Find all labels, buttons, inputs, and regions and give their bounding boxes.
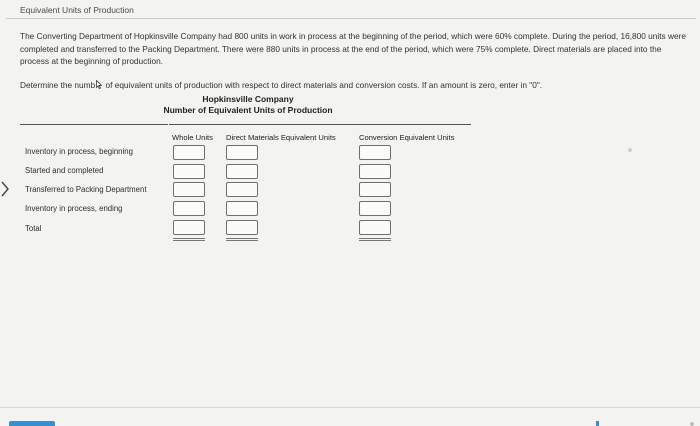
total-double-rule-whole-2 [173, 240, 205, 241]
report-title: Number of Equivalent Units of Production [163, 105, 333, 115]
company-name: Hopkinsville Company [202, 94, 294, 104]
conversion-transferred-input[interactable] [359, 182, 391, 197]
bottom-marker [596, 421, 599, 426]
conversion-started-input[interactable] [359, 164, 391, 179]
direct-materials-total-input[interactable] [226, 220, 258, 235]
whole-units-started-input[interactable] [173, 164, 205, 179]
total-double-rule-conversion [359, 238, 391, 239]
faint-marker [628, 148, 632, 152]
header-rule-left [20, 124, 168, 125]
conversion-ending-input[interactable] [359, 201, 391, 216]
whole-units-total-input[interactable] [173, 220, 205, 235]
mouse-cursor-icon [96, 80, 102, 89]
instruction-text [20, 79, 688, 90]
row-label-total: Total [25, 224, 42, 233]
column-header-whole-units: Whole Units [172, 133, 213, 142]
direct-materials-transferred-input[interactable] [226, 182, 258, 197]
instruction-start: Determine the numb [20, 80, 96, 90]
row-label-started-and-completed: Started and completed [25, 166, 104, 175]
column-header-direct-materials: Direct Materials Equivalent Units [226, 133, 336, 142]
bottom-nav-button[interactable] [9, 421, 55, 426]
whole-units-ending-input[interactable] [173, 201, 205, 216]
row-label-transferred: Transferred to Packing Department [25, 185, 147, 194]
whole-units-beginning-input[interactable] [173, 145, 205, 160]
conversion-beginning-input[interactable] [359, 145, 391, 160]
direct-materials-ending-input[interactable] [226, 201, 258, 216]
row-label-inventory-ending: Inventory in process, ending [25, 204, 123, 213]
chevron-left-icon[interactable] [0, 180, 11, 198]
bottom-divider [0, 407, 700, 408]
whole-units-transferred-input[interactable] [173, 182, 205, 197]
direct-materials-started-input[interactable] [226, 164, 258, 179]
problem-text: The Converting Department of Hopkinsville Company had 800 units in work in process at the beginning of the period, which were 60% complete. During the period, 16,800 units were completed and transferred to the Packing Department. There were 880 units in process at the end of the period, which were 75% complete. Direct materials are placed into the process at the beginning of production. [20, 31, 686, 66]
total-double-rule-materials-2 [226, 240, 258, 241]
total-double-rule-whole [173, 238, 205, 239]
page-title: Equivalent Units of Production [20, 5, 134, 15]
row-label-inventory-beginning: Inventory in process, beginning [25, 147, 133, 156]
conversion-total-input[interactable] [359, 220, 391, 235]
header-rule-right [169, 124, 471, 125]
direct-materials-beginning-input[interactable] [226, 145, 258, 160]
column-header-conversion: Conversion Equivalent Units [359, 133, 455, 142]
total-double-rule-materials [226, 238, 258, 239]
total-double-rule-conversion-2 [359, 240, 391, 241]
title-divider [6, 18, 696, 19]
instruction-end: of equivalent units of production with respect to direct materials and conversion costs. If an amount is zero, enter in "0". [103, 80, 543, 90]
bottom-dot [690, 422, 694, 426]
